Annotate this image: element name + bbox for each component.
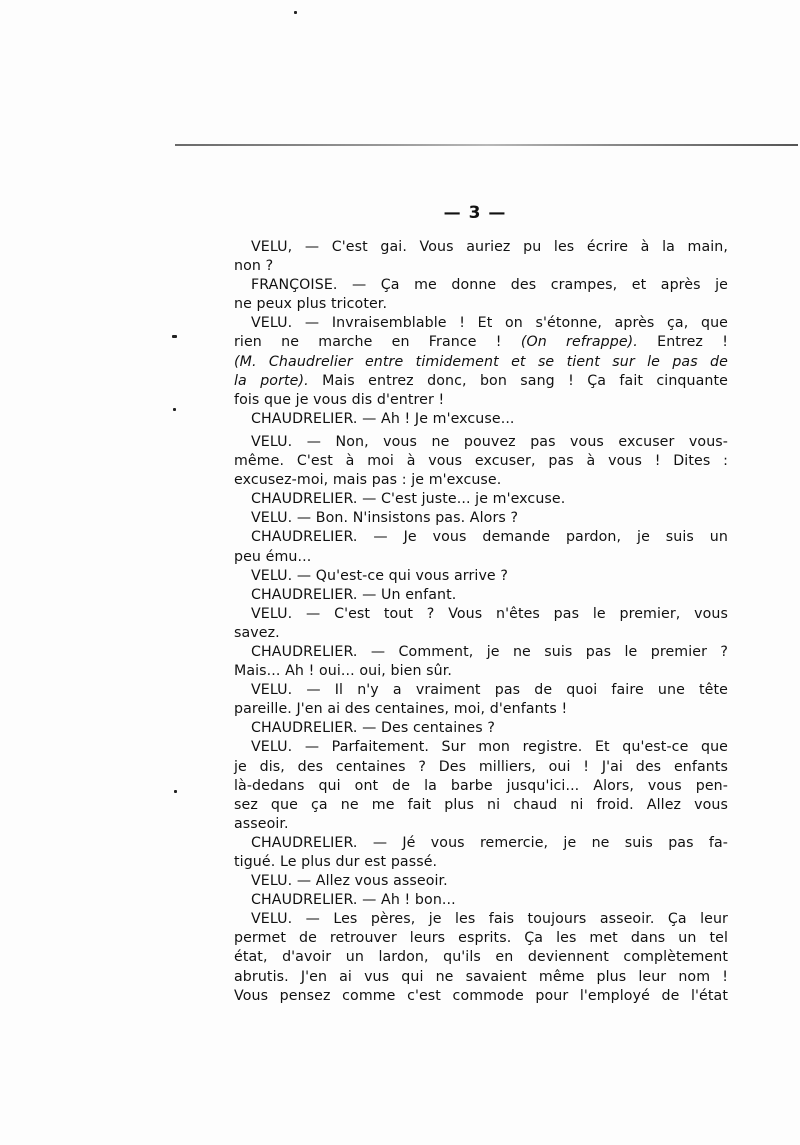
- text-line: [234, 719, 728, 738]
- text-line: [234, 586, 728, 605]
- text-line: [234, 528, 728, 547]
- text-line: [234, 391, 728, 410]
- line-text: FRANÇOISE. — Ça me donne des crampes, et après je: [251, 277, 728, 294]
- text-line: [234, 777, 728, 796]
- text-line: [234, 624, 728, 643]
- text-line: [234, 605, 728, 624]
- line-text: CHAUDRELIER. — Des centaines ?: [251, 720, 495, 737]
- line-text: VELU. — Allez vous asseoir.: [251, 873, 448, 890]
- margin-speck: [174, 790, 177, 793]
- text-line: [234, 987, 728, 1006]
- line-text: savez.: [234, 624, 280, 641]
- margin-speck: [294, 11, 297, 14]
- text-line: [234, 276, 728, 295]
- stage-direction: (On refrappe).: [520, 334, 638, 351]
- header-rule: [175, 144, 798, 146]
- text-line: [234, 968, 728, 987]
- line-text: asseoir.: [234, 815, 289, 832]
- text-line: [234, 238, 728, 257]
- line-text: VELU. — Invraisemblable ! Et on s'étonne, après ça, que: [251, 315, 728, 332]
- line-text: Mais... Ah ! oui... oui, bien sûr.: [234, 663, 452, 680]
- line-text: Mais entrez donc, bon sang ! Ça fait cinquante: [308, 372, 728, 389]
- line-text: même. C'est à moi à vous excuser, pas à vous ! Dites :: [234, 453, 728, 470]
- line-text: fois que je vous dis d'entrer !: [234, 391, 445, 408]
- text-line: [234, 700, 728, 719]
- line-text: pareille. J'en ai des centaines, moi, d'enfants !: [234, 701, 568, 718]
- line-text: Entrez !: [637, 334, 728, 351]
- line-text: VELU. — Qu'est-ce qui vous arrive ?: [251, 567, 509, 584]
- text-line: [234, 257, 728, 276]
- line-text: CHAUDRELIER. — Jé vous remercie, je ne suis pas fa-: [251, 834, 728, 851]
- line-text: VELU, — C'est gai. Vous auriez pu les écrire à la main,: [251, 239, 728, 255]
- line-text: VELU. — Les pères, je les fais toujours asseoir. Ça leur: [251, 911, 728, 928]
- line-text: CHAUDRELIER. — Comment, je ne suis pas le premier ?: [251, 643, 728, 660]
- line-text: état, d'avoir un lardon, qu'ils en deviennent complètement: [234, 949, 728, 966]
- line-text: sez que ça ne me fait plus ni chaud ni froid. Allez vous: [234, 796, 728, 813]
- text-line: [234, 490, 728, 509]
- text-line: [234, 567, 728, 586]
- line-text: là-dedans qui ont de la barbe jusqu'ici... Alors, vous pen-: [234, 777, 728, 794]
- text-line: [234, 372, 728, 391]
- line-text: excusez-moi, mais pas : je m'excuse.: [234, 472, 502, 489]
- line-text: Vous pensez comme c'est commode pour l'employé de l'état: [234, 987, 728, 1004]
- line-text: non ?: [234, 258, 274, 275]
- margin-speck: [172, 335, 177, 338]
- text-line: [234, 834, 728, 853]
- line-text: VELU. — Non, vous ne pouvez pas vous excuser vous-: [251, 433, 728, 450]
- line-text: tigué. Le plus dur est passé.: [234, 854, 438, 870]
- text-line: [234, 738, 728, 757]
- text-line: [234, 509, 728, 528]
- text-line: [234, 353, 728, 372]
- line-text: peu ému...: [234, 548, 312, 565]
- line-text: VELU. — Parfaitement. Sur mon registre. Et qu'est-ce que: [251, 739, 728, 756]
- stage-direction: (M. Chaudrelier entre timidement et se tient sur le pas de: [234, 353, 728, 370]
- text-line: [234, 872, 728, 891]
- page-number: — 3 —: [443, 203, 507, 223]
- stage-direction: la porte).: [234, 372, 309, 389]
- line-text: VELU. — C'est tout ? Vous n'êtes pas le premier, vous: [251, 605, 728, 622]
- line-text: CHAUDRELIER. — Ah ! bon...: [251, 892, 456, 909]
- text-line: [234, 433, 728, 452]
- text-line: [234, 758, 728, 777]
- text-line: [234, 295, 728, 314]
- text-line: [234, 314, 728, 333]
- text-line: [234, 471, 728, 490]
- text-line: [234, 452, 728, 471]
- text-line: [234, 929, 728, 948]
- text-line: [234, 548, 728, 567]
- text-line: [234, 643, 728, 662]
- line-text: CHAUDRELIER. — C'est juste... je m'excuse.: [251, 491, 566, 508]
- text-line: [234, 410, 728, 429]
- text-line: [234, 910, 728, 929]
- text-line: [234, 948, 728, 967]
- line-text: abrutis. J'en ai vus qui ne savaient même plus leur nom !: [234, 968, 728, 985]
- line-text: VELU. — Bon. N'insistons pas. Alors ?: [251, 510, 519, 527]
- line-text: CHAUDRELIER. — Un enfant.: [251, 586, 457, 603]
- text-line: [234, 796, 728, 815]
- line-text: CHAUDRELIER. — Ah ! Je m'excuse...: [251, 410, 515, 427]
- text-line: [234, 853, 728, 872]
- line-text: rien ne marche en France !: [234, 334, 521, 351]
- text-line: [234, 681, 728, 700]
- text-line: [234, 891, 728, 910]
- text-line: [234, 333, 728, 352]
- play-text: [234, 238, 728, 1006]
- margin-speck: [173, 408, 176, 411]
- line-text: CHAUDRELIER. — Je vous demande pardon, je suis un: [251, 529, 728, 546]
- text-line: [234, 662, 728, 681]
- text-line: [234, 815, 728, 834]
- line-text: ne peux plus tricoter.: [234, 296, 388, 313]
- line-text: VELU. — Il n'y a vraiment pas de quoi faire une tête: [251, 682, 728, 699]
- line-text: je dis, des centaines ? Des milliers, oui ! J'ai des enfants: [234, 758, 728, 775]
- line-text: permet de retrouver leurs esprits. Ça les met dans un tel: [234, 930, 728, 947]
